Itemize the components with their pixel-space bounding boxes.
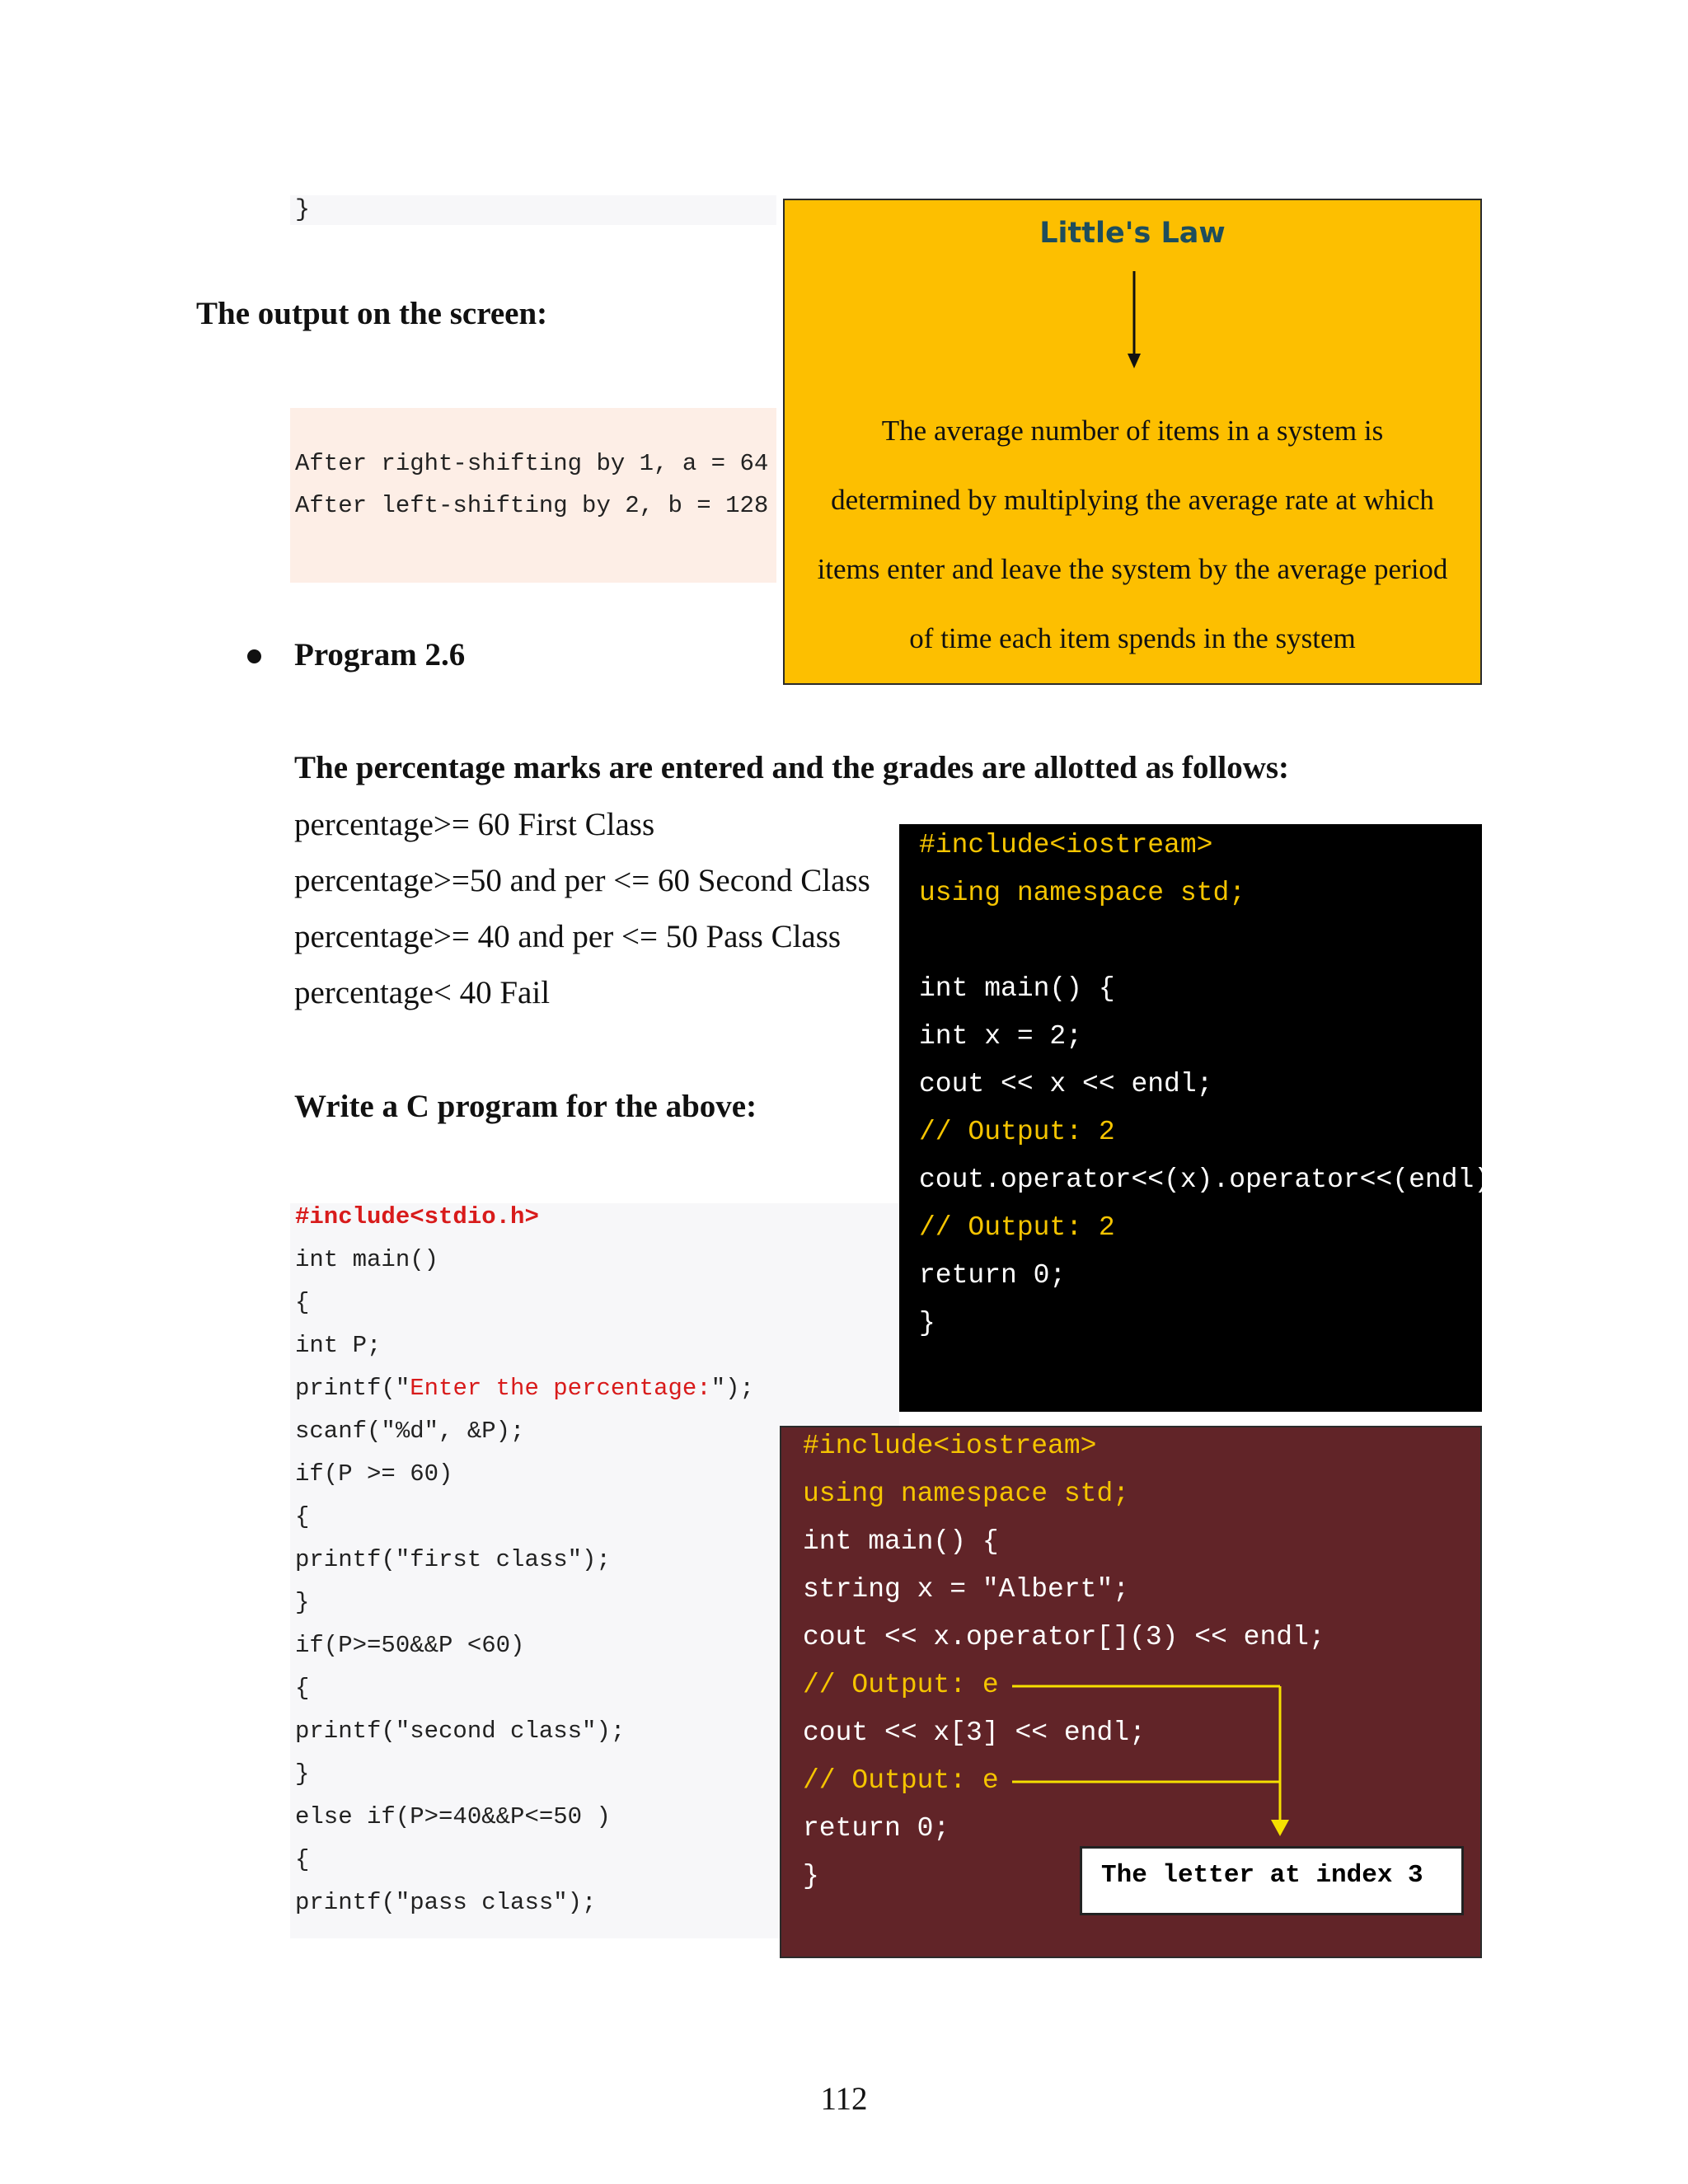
cpp-code-line: } <box>803 1861 819 1891</box>
littles-law-line-3: items enter and leave the system by the average period <box>817 553 1448 585</box>
cpp-code-line: return 0; <box>803 1813 950 1844</box>
c-printf-line <box>295 1375 754 1402</box>
littles-law-line-2: determined by multiplying the average rate at which <box>831 484 1434 516</box>
cpp-code-line: return 0; <box>919 1260 1067 1291</box>
c-include-line: #include<stdio.h> <box>295 1203 539 1230</box>
c-printf-suffix: "); <box>710 1375 754 1402</box>
c-code-line: printf("second class"); <box>295 1718 626 1745</box>
page-number: 112 <box>820 2081 868 2116</box>
littles-law-title: Little's Law <box>1039 217 1226 250</box>
c-code-line: { <box>295 1675 310 1702</box>
c-code-line: } <box>295 1760 310 1788</box>
c-code-line: printf("pass class"); <box>295 1889 597 1916</box>
bullet-icon <box>247 649 261 663</box>
program-heading: Program 2.6 <box>294 637 466 673</box>
littles-law-line-4: of time each item spends in the system <box>909 622 1356 654</box>
task-heading: Write a C program for the above: <box>294 1089 757 1124</box>
cpp-code-line: cout.operator<<(x).operator<<(endl); <box>919 1165 1507 1195</box>
c-code-line: int P; <box>295 1332 382 1359</box>
c-code-line: { <box>295 1846 310 1873</box>
code-closing-brace: } <box>295 196 311 224</box>
c-code-line: } <box>295 1589 310 1616</box>
c-code-line: else if(P>=40&&P<=50 ) <box>295 1803 611 1830</box>
littles-law-definition <box>801 396 1464 673</box>
cpp-code-line: cout << x.operator[](3) << endl; <box>803 1622 1325 1652</box>
c-code-line: { <box>295 1289 310 1316</box>
c-code-line: printf("first class"); <box>295 1546 611 1573</box>
code-block-fragment <box>290 195 776 225</box>
cpp-comment-line: // Output: e <box>803 1765 999 1796</box>
cpp-code-line: int x = 2; <box>919 1021 1083 1052</box>
cpp-comment-line: // Output: 2 <box>919 1117 1115 1147</box>
c-code-line: scanf("%d", &P); <box>295 1418 525 1445</box>
cpp-include-line: #include<iostream> <box>803 1431 1097 1461</box>
c-code-line: if(P >= 60) <box>295 1460 453 1488</box>
littles-law-line-1: The average number of items in a system is <box>881 415 1384 447</box>
cpp-using-line: using namespace std; <box>919 878 1246 908</box>
c-code-line: { <box>295 1503 310 1530</box>
c-code-line: if(P>=50&&P <60) <box>295 1632 525 1659</box>
grades-intro: The percentage marks are entered and the grades are allotted as follows: <box>294 750 1290 785</box>
cpp-code-line: cout << x << endl; <box>919 1069 1213 1099</box>
cpp-code-line: int main() { <box>919 973 1115 1004</box>
cpp-using-line: using namespace std; <box>803 1479 1130 1509</box>
grade-rule-4: percentage< 40 Fail <box>294 975 551 1010</box>
cpp-code-line: cout << x[3] << endl; <box>803 1718 1146 1748</box>
grade-rule-3: percentage>= 40 and per <= 50 Pass Class <box>294 919 842 954</box>
output-line-1: After right-shifting by 1, a = 64 <box>295 450 769 477</box>
cpp-comment-line: // Output: e <box>803 1670 999 1700</box>
grade-rule-2: percentage>=50 and per <= 60 Second Class <box>294 863 870 898</box>
output-heading: The output on the screen: <box>196 296 548 331</box>
down-arrow-icon <box>1126 271 1142 370</box>
cpp-code-line: } <box>919 1308 935 1338</box>
cpp-include-line: #include<iostream> <box>919 830 1213 860</box>
littles-law-box <box>783 199 1482 685</box>
grade-rule-1: percentage>= 60 First Class <box>294 807 655 842</box>
cpp-comment-line: // Output: 2 <box>919 1212 1115 1243</box>
c-code-line: int main() <box>295 1246 439 1273</box>
c-string-literal: Enter the percentage: <box>410 1375 711 1402</box>
cpp-code-line: string x = "Albert"; <box>803 1574 1130 1605</box>
output-line-2: After left-shifting by 2, b = 128 <box>295 492 769 519</box>
callout-text: The letter at index 3 <box>1101 1861 1423 1890</box>
c-printf-prefix: printf(" <box>295 1375 410 1402</box>
cpp-code-line: int main() { <box>803 1526 999 1557</box>
